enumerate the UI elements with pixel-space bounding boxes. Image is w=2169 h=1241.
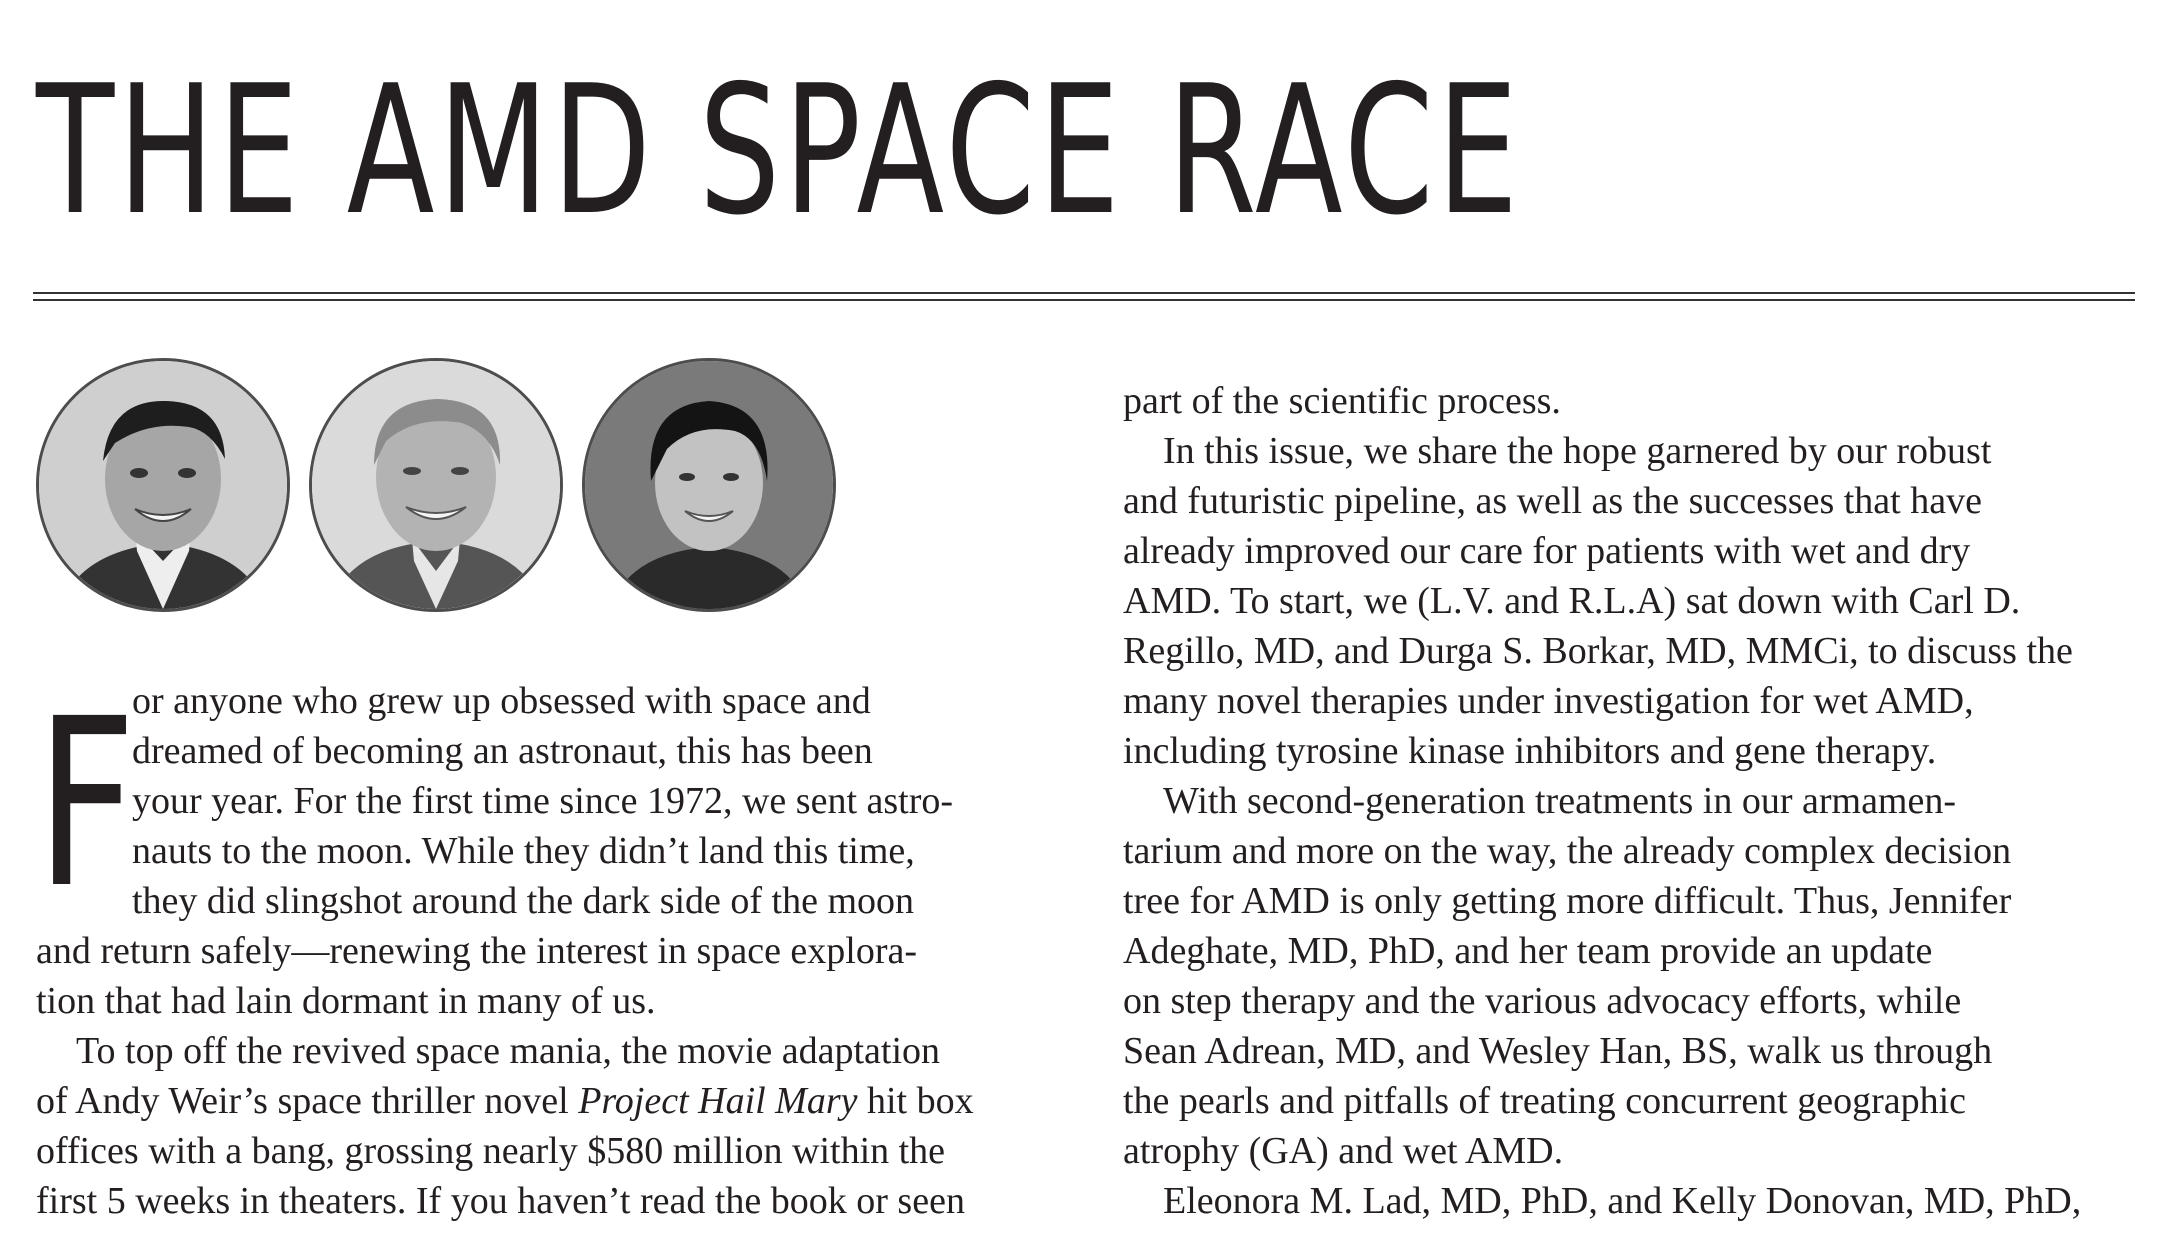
article-line: In this issue, we share the hope garnered by our robust xyxy=(1163,430,1992,472)
article-line: part of the scientific process. xyxy=(1123,380,1561,422)
title-rule-bottom xyxy=(33,299,2135,301)
article-column-left xyxy=(36,669,1056,1226)
article-line: or anyone who grew up obsessed with space and xyxy=(132,680,871,722)
author-portraits xyxy=(36,358,836,612)
book-title: Project Hail Mary xyxy=(578,1080,858,1122)
article-line: your year. For the first time since 1972, we sent astro- xyxy=(132,780,954,822)
article-line: the pearls and pitfalls of treating concurrent geographic xyxy=(1123,1080,1967,1122)
article-line: they did slingshot around the dark side of the moon xyxy=(132,880,915,922)
article-line: and futuristic pipeline, as well as the successes that have xyxy=(1123,480,1982,522)
portrait-1-image xyxy=(39,361,287,609)
drop-cap: F xyxy=(36,669,137,939)
article-line: dreamed of becoming an astronaut, this has been xyxy=(132,730,873,772)
article-line: Eleonora M. Lad, MD, PhD, and Kelly Donovan, MD, PhD, xyxy=(1163,1180,2082,1222)
article-line: offices with a bang, grossing nearly $580 million within the xyxy=(36,1130,946,1172)
article-line: Sean Adrean, MD, and Wesley Han, BS, walk us through xyxy=(1123,1030,1993,1072)
article-line: many novel therapies under investigation for wet AMD, xyxy=(1123,680,1974,722)
title-rule-top xyxy=(33,292,2135,294)
article-line: including tyrosine kinase inhibitors and gene therapy. xyxy=(1123,730,1937,772)
author-portrait-2 xyxy=(309,358,563,612)
portrait-2-image xyxy=(312,361,560,609)
article-line: first 5 weeks in theaters. If you haven’t read the book or seen xyxy=(36,1180,965,1222)
article-line-with-title xyxy=(36,1076,1056,1126)
article-line: Adeghate, MD, PhD, and her team provide an update xyxy=(1123,930,1933,972)
article-line: tarium and more on the way, the already complex decision xyxy=(1123,830,2012,872)
author-portrait-3 xyxy=(582,358,836,612)
article-line: AMD. To start, we (L.V. and R.L.A) sat down with Carl D. xyxy=(1123,580,2021,622)
article-line: Regillo, MD, and Durga S. Borkar, MD, MMCi, to discuss the xyxy=(1123,630,2073,672)
article-line: To top off the revived space mania, the movie adaptation xyxy=(76,1030,941,1072)
article-line: and return safely—renewing the interest in space explora- xyxy=(36,930,918,972)
article-line: tion that had lain dormant in many of us. xyxy=(36,980,656,1022)
article-text: hit box xyxy=(857,1080,974,1122)
article-text: of Andy Weir’s space thriller novel xyxy=(36,1080,579,1122)
article-line: atrophy (GA) and wet AMD. xyxy=(1123,1130,1564,1172)
author-portrait-1 xyxy=(36,358,290,612)
article-line: nauts to the moon. While they didn’t land this time, xyxy=(132,830,915,872)
article-line: already improved our care for patients with wet and dry xyxy=(1123,530,1971,572)
portrait-3-image xyxy=(585,361,833,609)
article-line: on step therapy and the various advocacy efforts, while xyxy=(1123,980,1962,1022)
article-column-right xyxy=(1123,376,2143,1226)
article-line: tree for AMD is only getting more difficult. Thus, Jennifer xyxy=(1123,880,2012,922)
article-line: With second-generation treatments in our armamen- xyxy=(1163,780,1957,822)
page-title: THE AMD SPACE RACE xyxy=(36,47,1522,254)
